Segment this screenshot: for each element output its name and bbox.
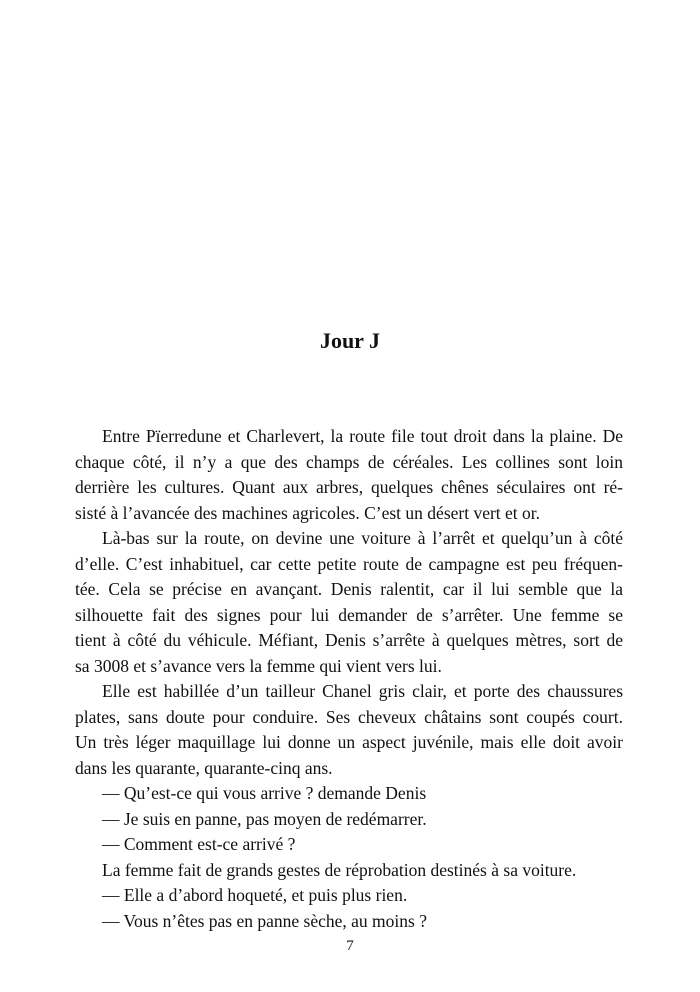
text-line: derrière les cultures. Quant aux arbres, quelques chênes séculaires ont ré-	[75, 477, 623, 497]
dialogue-line: — Qu’est-ce qui vous arrive ? demande Denis	[102, 783, 427, 803]
body-text	[75, 424, 623, 934]
chapter-title: Jour J	[319, 327, 381, 353]
page-number: 7	[346, 938, 354, 954]
text-line: tient à côté du véhicule. Méfiant, Denis s’arrête à quelques mètres, sort de	[75, 630, 623, 650]
text-line: Entre Pïerredune et Charlevert, la route file tout droit dans la plaine. De	[102, 426, 623, 446]
text-line: sa 3008 et s’avance vers la femme qui vient vers lui.	[75, 655, 442, 676]
paragraph-2	[75, 526, 623, 679]
dialogue-line: — Comment est-ce arrivé ?	[102, 834, 296, 854]
text-line: Un très léger maquillage lui donne un aspect juvénile, mais elle doit avoir	[75, 732, 623, 752]
dialogue-line: — Je suis en panne, pas moyen de redémarrer.	[102, 808, 427, 829]
text-line: sisté à l’avancée des machines agricoles. C’est un désert vert et or.	[75, 502, 541, 523]
text-line: plates, sans doute pour conduire. Ses cheveux châtains sont coupés court.	[75, 706, 623, 727]
text-line: d’elle. C’est inhabituel, car cette petite route de campagne est peu fréquen-	[75, 553, 623, 574]
narration-line: La femme fait de grands gestes de réprobation destinés à sa voiture.	[102, 859, 577, 880]
text-line: silhouette fait des signes pour lui demander de s’arrêter. Une femme se	[75, 604, 623, 625]
text-line: Elle est habillée d’un tailleur Chanel gris clair, et porte des chaussures	[102, 681, 623, 701]
text-line: dans les quarante, quarante-cinq ans.	[75, 757, 333, 778]
paragraph-3	[75, 679, 623, 781]
dialogue-line: — Vous n’êtes pas en panne sèche, au moins ?	[102, 910, 427, 931]
dialogue-line: — Elle a d’abord hoqueté, et puis plus rien.	[102, 885, 408, 905]
text-line: Là-bas sur la route, on devine une voiture à l’arrêt et quelqu’un à côté	[102, 528, 623, 548]
text-line: tée. Cela se précise en avançant. Denis ralentit, car il lui semble que la	[75, 579, 623, 599]
text-line: chaque côté, il n’y a que des champs de céréales. Les collines sont loin	[75, 451, 623, 472]
paragraph-1	[75, 424, 623, 526]
